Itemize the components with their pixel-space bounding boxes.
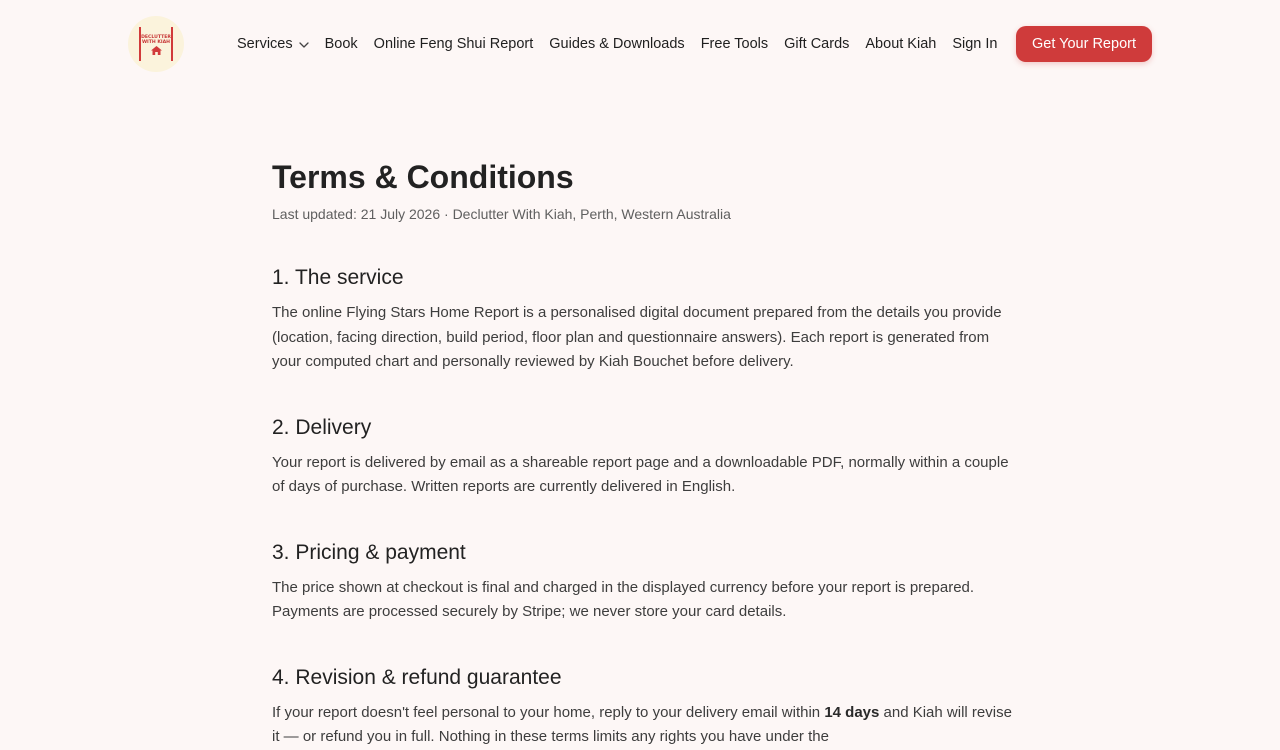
nav-sign-in[interactable]: Sign In (952, 36, 998, 52)
nav-book[interactable]: Book (324, 36, 358, 52)
site-header (0, 0, 1280, 88)
page-title: Terms & Conditions (272, 159, 574, 195)
section-delivery (272, 415, 1012, 500)
logo-text: DECLUTTER WITH KIAH (141, 34, 171, 45)
section-body: The price shown at checkout is final and charged in the displayed currency before your report is prepared. Payments are processed securely by Stripe; we never store your card details. (272, 578, 975, 620)
section-service (272, 265, 1012, 375)
body-text: If your report doesn't feel personal to your home, reply to your delivery email within (272, 703, 825, 721)
section-heading: 2. Delivery (272, 415, 372, 439)
section-body: The online Flying Stars Home Report is a personalised digital document prepared from the details you provide (location, facing direction, build period, floor plan and questionnaire answers). Each report is generated from your computed chart and personally reviewed by Kiah Bouchet before delivery. (272, 304, 1002, 370)
nav-gift-cards[interactable]: Gift Cards (784, 36, 850, 52)
section-body: Your report is delivered by email as a shareable report page and a downloadable PDF, normally within a couple of days of purchase. Written reports are currently delivered in English. (272, 453, 1009, 495)
nav-about-kiah[interactable]: About Kiah (865, 36, 937, 52)
refund-window: 14 days (824, 703, 880, 721)
main-content (272, 156, 1012, 750)
section-heading: 4. Revision & refund guarantee (272, 665, 562, 689)
site-logo[interactable] (128, 16, 184, 72)
nav-free-tools[interactable]: Free Tools (700, 36, 769, 52)
logo-mark (139, 27, 173, 61)
body-text: and Kiah will revise it — or refund you in full. Nothing in these terms limits any rights you have under the (272, 703, 1012, 745)
nav-services-label: Services (237, 36, 293, 52)
nav-online-feng-shui-report[interactable]: Online Feng Shui Report (373, 36, 534, 52)
main-nav (237, 33, 998, 55)
section-revision-refund (272, 665, 1012, 750)
section-heading: 1. The service (272, 266, 404, 289)
section-pricing-payment (272, 540, 1012, 625)
last-updated: Last updated: 21 July 2026 · Declutter With Kiah, Perth, Western Australia (272, 206, 731, 222)
nav-services[interactable] (237, 36, 309, 52)
house-icon (151, 46, 162, 55)
chevron-down-icon (299, 42, 309, 48)
get-your-report-button[interactable]: Get Your Report (1016, 26, 1152, 62)
section-heading: 3. Pricing & payment (272, 540, 466, 564)
section-body (272, 701, 1012, 750)
nav-guides-downloads[interactable]: Guides & Downloads (549, 36, 685, 52)
